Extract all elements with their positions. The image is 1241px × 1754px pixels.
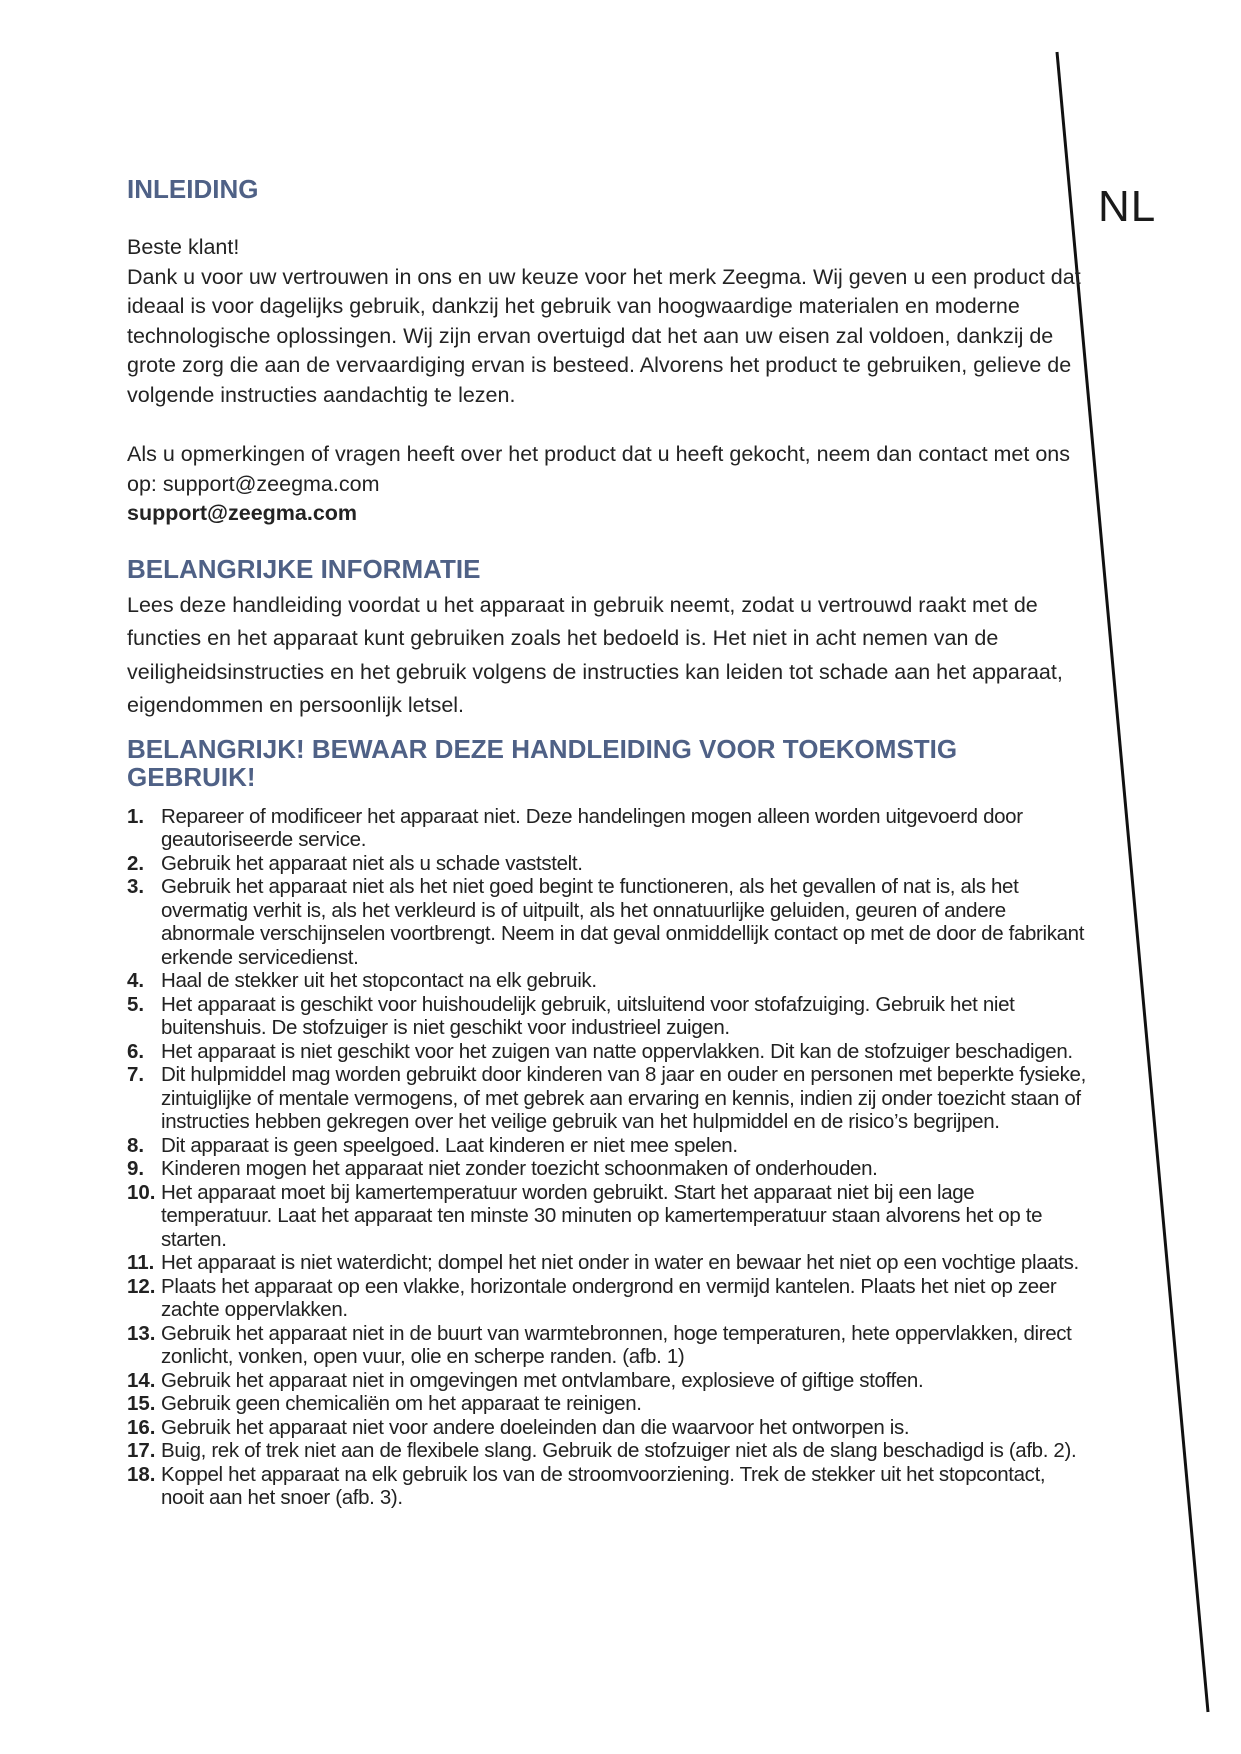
list-item — [127, 993, 1087, 1040]
list-item — [127, 1322, 1087, 1369]
contact-paragraph: Als u opmerkingen of vragen heeft over het product dat u heeft gekocht, neem dan contact met ons op: support@zeegma.com — [127, 442, 1070, 496]
item-number: 6. — [127, 1039, 145, 1063]
item-text: Plaats het apparaat op een vlakke, horizontale ondergrond en vermijd kantelen. Plaats het niet op zeer zachte oppervlakken. — [161, 1274, 1057, 1321]
item-number: 16. — [127, 1415, 156, 1439]
list-item — [127, 1181, 1087, 1252]
item-text: Het apparaat is niet geschikt voor het zuigen van natte oppervlakken. Dit kan de stofzuiger beschadigen. — [161, 1039, 1073, 1063]
item-text: Gebruik het apparaat niet in omgevingen met ontvlambare, explosieve of giftige stoffen. — [161, 1368, 924, 1392]
item-text: Het apparaat moet bij kamertemperatuur worden gebruikt. Start het apparaat niet bij een lage temperatuur. Laat het apparaat ten minste 30 minuten op kamertemperatuur staan alvorens het op te starten. — [161, 1180, 1043, 1251]
item-number: 8. — [127, 1133, 145, 1157]
item-number: 7. — [127, 1063, 145, 1086]
item-number: 12. — [127, 1274, 156, 1298]
item-number: 18. — [127, 1462, 156, 1486]
list-item — [127, 1463, 1087, 1510]
safety-list — [127, 805, 1087, 1510]
item-number: 14. — [127, 1368, 156, 1392]
list-item — [127, 1392, 1087, 1416]
item-number: 9. — [127, 1157, 145, 1180]
item-number: 15. — [127, 1392, 156, 1415]
item-number: 2. — [127, 851, 145, 875]
item-text: Haal de stekker uit het stopcontact na elk gebruik. — [161, 969, 597, 992]
item-number: 13. — [127, 1321, 156, 1345]
item-number: 11. — [127, 1251, 155, 1274]
list-item — [127, 805, 1087, 852]
list-item — [127, 1439, 1087, 1463]
item-text: Dit hulpmiddel mag worden gebruikt door kinderen van 8 jaar en ouder en personen met beperkte fysieke, zintuiglijke of mentale vermogens, of met gebrek aan ervaring en kennis, indien zij onder toezicht staan of instructies hebben gekregen over het veilige gebruik van het hulpmiddel en de risico’s begrijpen. — [161, 1063, 1086, 1133]
item-text: Gebruik het apparaat niet in de buurt van warmtebronnen, hoge temperaturen, hete oppervlakken, direct zonlicht, vonken, open vuur, olie en scherpe randen. (afb. 1) — [161, 1321, 1072, 1368]
list-item — [127, 1251, 1087, 1275]
list-item — [127, 1275, 1087, 1322]
list-item — [127, 1134, 1087, 1158]
item-number: 10. — [127, 1180, 156, 1204]
item-text: Dit apparaat is geen speelgoed. Laat kinderen er niet mee spelen. — [161, 1133, 738, 1157]
list-item — [127, 1040, 1087, 1064]
safety-title: BELANGRIJK! BEWAAR DEZE HANDLEIDING VOOR TOEKOMSTIG GEBRUIK! — [127, 733, 958, 792]
item-text: Het apparaat is niet waterdicht; dompel het niet onder in water en bewaar het niet op een vochtige plaats. — [161, 1251, 1079, 1274]
item-text: Koppel het apparaat na elk gebruik los van de stroomvoorziening. Trek de stekker uit het stopcontact, nooit aan het snoer (afb. 3). — [161, 1462, 1046, 1509]
intro-title: INLEIDING — [127, 174, 259, 204]
item-number: 5. — [127, 992, 145, 1016]
list-item — [127, 1157, 1087, 1181]
item-text: Gebruik het apparaat niet als u schade vaststelt. — [161, 851, 583, 875]
item-number: 3. — [127, 875, 145, 898]
list-item — [127, 969, 1087, 993]
list-item — [127, 1369, 1087, 1393]
item-number: 17. — [127, 1439, 156, 1462]
item-text: Buig, rek of trek niet aan de flexibele slang. Gebruik de stofzuiger niet als de slang beschadigd is (afb. 2). — [161, 1439, 1077, 1462]
intro-paragraph: Dank u voor uw vertrouwen in ons en uw keuze voor het merk Zeegma. Wij geven u een product dat ideaal is voor dagelijks gebruik, dankzij het gebruik van hoogwaardige materialen en moderne technologische oplossingen. Wij zijn ervan overtuigd dat het aan uw eisen zal voldoen, dankzij de grote zorg die aan de vervaardiging ervan is besteed. Alvorens het product te gebruiken, gelieve de volgende instructies aandachtig te lezen. — [127, 264, 1081, 407]
item-text: Repareer of modificeer het apparaat niet. Deze handelingen mogen alleen worden uitgevoerd door geautoriseerde service. — [161, 804, 1023, 851]
item-text: Gebruik het apparaat niet voor andere doeleinden dan die waarvoor het ontworpen is. — [161, 1415, 910, 1439]
content-column — [127, 175, 1087, 1510]
list-item — [127, 1416, 1087, 1440]
item-text: Het apparaat is geschikt voor huishoudelijk gebruik, uitsluitend voor stofafzuiging. Gebruik het niet buitenshuis. De stofzuiger is niet geschikt voor industrieel zuigen. — [161, 992, 1015, 1039]
important-info-title: BELANGRIJKE INFORMATIE — [127, 553, 481, 584]
list-item — [127, 852, 1087, 876]
language-tag: NL — [1098, 182, 1157, 231]
item-text: Kinderen mogen het apparaat niet zonder toezicht schoonmaken of onderhouden. — [161, 1157, 878, 1180]
item-number: 4. — [127, 969, 145, 992]
item-text: Gebruik het apparaat niet als het niet goed begint te functioneren, als het gevallen of nat is, als het overmatig verhit is, als het verkleurd is of uitpuilt, als het onnatuurlijke geluiden, geuren of andere abnormale verschijnselen voortbrengt. Neem in dat geval onmiddellijk contact op met de door de fabrikant erkende servicedienst. — [161, 875, 1085, 969]
greeting: Beste klant! — [127, 235, 240, 259]
item-text: Gebruik geen chemicaliën om het apparaat te reinigen. — [161, 1392, 642, 1415]
list-item — [127, 1063, 1087, 1134]
list-item — [127, 875, 1087, 969]
support-email: support@zeegma.com — [127, 501, 358, 525]
item-number: 1. — [127, 804, 145, 828]
important-info-text: Lees deze handleiding voordat u het apparaat in gebruik neemt, zodat u vertrouwd raakt met de functies en het apparaat kunt gebruiken zoals het bedoeld is. Het niet in acht nemen van de veiligheidsinstructies en het gebruik volgens de instructies kan leiden tot schade aan het apparaat, eigendommen en persoonlijk letsel. — [127, 592, 1063, 717]
